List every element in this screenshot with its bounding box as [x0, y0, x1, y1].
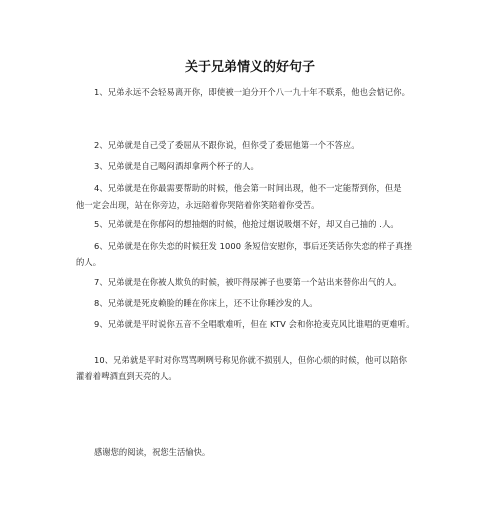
sentence-2: 2、兄弟就是自己受了委屈从不跟你说，但你受了委屈他第一个不答应。: [94, 140, 360, 150]
sentence-4-line-1: 4、兄弟就是在你最需要帮助的时候，他会第一时间出现，他不一定能帮到你，但是: [94, 183, 402, 193]
sentence-10-line-2: 灌着着啤酒直到天亮的人。: [76, 371, 177, 381]
sentence-1: 1、兄弟永远不会轻易离开你，即使被一迫分开个八一九十年不联系，他也会惦记你。: [94, 87, 411, 97]
sentence-3: 3、兄弟就是自己喝闷酒却拿两个杯子的人。: [94, 161, 259, 171]
sentence-5: 5、兄弟就是在你郁闷的想抽烟的时候，他抢过烟说吸烟不好，却又自己抽的 .人。: [94, 219, 399, 229]
document-title: 关于兄弟情义的好句子: [184, 60, 315, 75]
sentence-8: 8、兄弟就是死皮赖脸的睡在你床上，还不让你睡沙发的人。: [94, 298, 318, 308]
sentence-6-line-2: 的人。: [76, 257, 102, 267]
sentence-4-line-2: 他一定会出现，站在你旁边，永远陪着你哭陪着你笑陪着你受苦。: [76, 200, 320, 210]
closing-text: 感谢您的阅读，祝您生活愉快。: [94, 447, 211, 457]
sentence-9: 9、兄弟就是平时说你五音不全唱歌难听，但在 KTV 会和你抢麦克风比谁唱的更难听。: [94, 319, 415, 329]
sentence-10-line-1: 10、兄弟就是平时对你骂骂咧咧号称见你就不损别人，但你心烦的时候，他可以陪你: [94, 355, 408, 365]
sentence-6-line-1: 6、兄弟就是在你失恋的时候狂发 1000 条短信安慰你，事后还笑话你失恋的样子真挫: [94, 241, 412, 251]
sentence-7: 7、兄弟就是在你被人欺负的时候，被吓得尿裤子也要第一个站出来替你出气的人。: [94, 277, 402, 287]
